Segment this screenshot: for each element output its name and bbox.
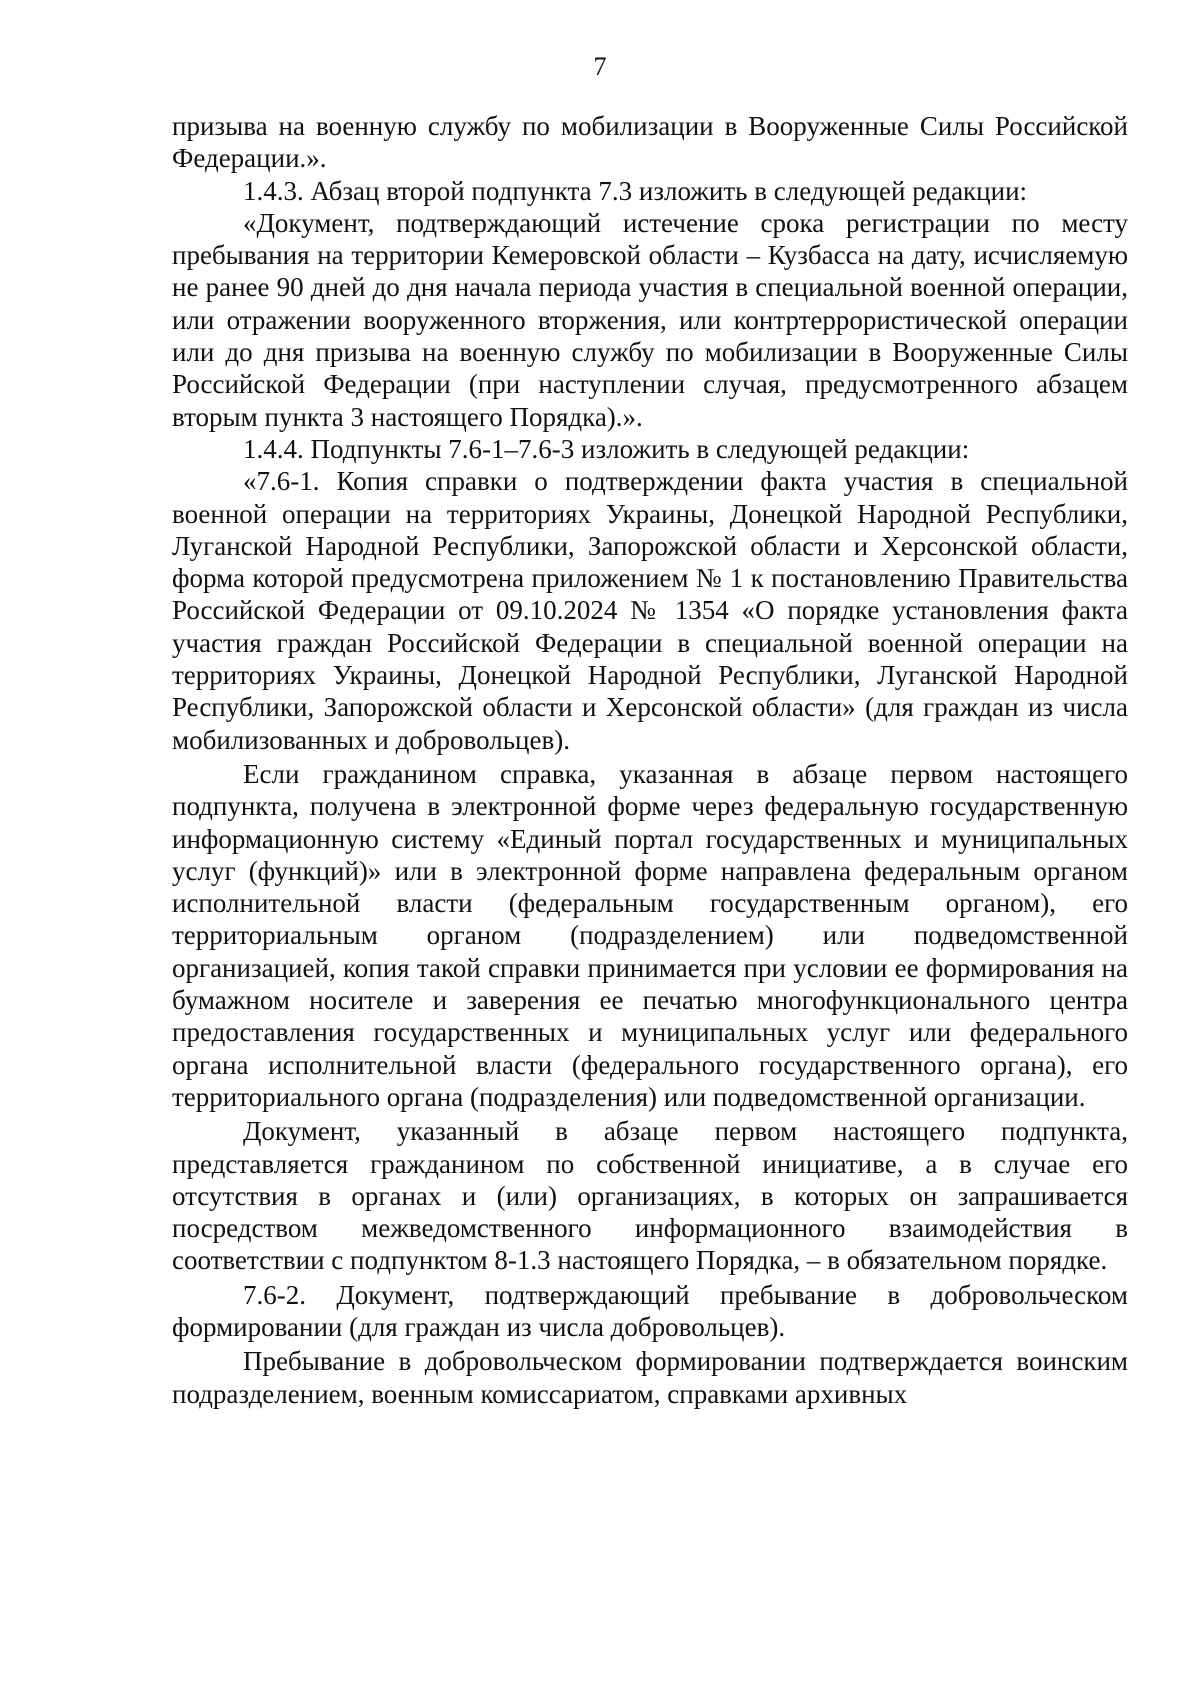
paragraph-1-4-4: 1.4.4. Подпункты 7.6-1–7.6-3 изложить в следующей редакции: <box>243 433 970 464</box>
paragraph-7-6-2: 7.6-2. Документ, подтверждающий пребывание в добровольческом формировании (для граждан из числа добровольцев). <box>172 1279 1128 1342</box>
paragraph-7-3-new-text: «Документ, подтверждающий истечение срока регистрации по месту пребывания на территории Кемеровской области – Кузбасса на дату, исчисляемую не ранее 90 дней до дня начала периода участия в специальной военной операции, или отражении вооруженного вторжения, или контртеррористической операции или до дня призыва на военную службу по мобилизации в Вооруженные Силы Российской Федерации (при наступлении случая, предусмотренного абзацем вторым пункта 3 настоящего Порядка).». <box>172 207 1128 432</box>
paragraph-document-submission: Документ, указанный в абзаце первом настоящего подпункта, представляется гражданином по собственной инициативе, а в случае его отсутствия в органах и (или) организациях, в которых он запрашивается посредством межведомственного информационного взаимодействия в соответствии с подпунктом 8-1.3 настоящего Порядка, – в обязательном порядке. <box>172 1116 1128 1276</box>
paragraph-1-4-3: 1.4.3. Абзац второй подпункта 7.3 изложить в следующей редакции: <box>243 175 1028 206</box>
document-body <box>172 110 1128 1410</box>
page-number: 7 <box>593 52 607 81</box>
paragraph-continuation: призыва на военную службу по мобилизации в Вооруженные Силы Российской Федерации.». <box>172 111 1128 174</box>
paragraph-electronic-certificate: Если гражданином справка, указанная в абзаце первом настоящего подпункта, получена в электронной форме через федеральную государственную информационную систему «Единый портал государственных и муниципальных услуг (функций)» или в электронной форме направлена федеральным органом исполнительной власти (федеральным государственным органом), его территориальным органом (подразделением) или подведомственной организацией, копия такой справки принимается при условии ее формирования на бумажном носителе и заверения ее печатью многофункционального центра предоставления государственных и муниципальных услуг или федерального органа исполнительной власти (федерального государственного органа), его территориального органа (подразделения) или подведомственной организации. <box>172 758 1128 1112</box>
paragraph-volunteer-confirmation: Пребывание в добровольческом формировании подтверждается воинским подразделением, военным комиссариатом, справками архивных <box>172 1346 1128 1409</box>
paragraph-7-6-1: «7.6-1. Копия справки о подтверждении факта участия в специальной военной операции на территориях Украины, Донецкой Народной Республики, Луганской Народной Республики, Запорожской области и Херсонской области, форма которой предусмотрена приложением № 1 к постановлению Правительства Российской Федерации от 09.10.2024 № 1354 «О порядке установления факта участия граждан Российской Федерации в специальной военной операции на территориях Украины, Донецкой Народной Республики, Луганской Народной Республики, Запорожской области и Херсонской области» (для граждан из числа мобилизованных и добровольцев). <box>172 466 1128 755</box>
